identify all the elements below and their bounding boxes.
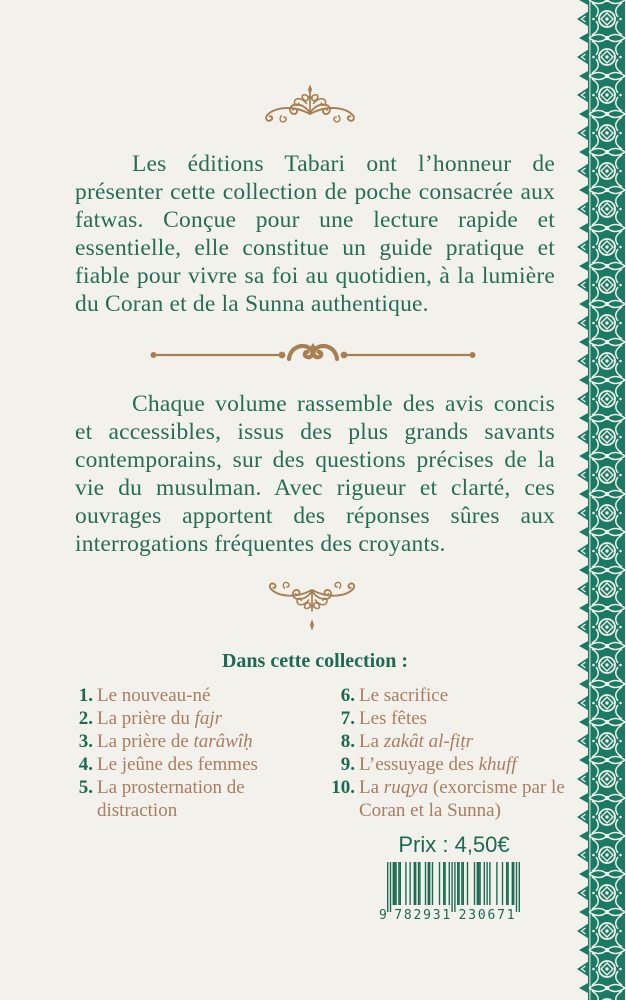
collection-list-right	[330, 684, 570, 822]
collection-heading: Dans cette collection :	[221, 650, 409, 672]
list-item-text: L’essuyage des khuff	[359, 754, 517, 775]
barcode-digits: 9	[379, 908, 387, 922]
list-item-text: La zakât al-fiṭr	[359, 731, 473, 752]
barcode	[379, 862, 529, 922]
list-item-text: Les fêtes	[359, 708, 428, 729]
flourish-top-icon	[258, 82, 362, 132]
list-item-text: La prière de tarâwîḥ	[97, 731, 253, 752]
list-item-number: 1.	[78, 685, 93, 706]
barcode-digits: 230671	[458, 908, 515, 922]
list-item-number: 6.	[340, 685, 355, 706]
list-item-text: La prière du fajr	[97, 708, 223, 729]
list-item-number: 5.	[78, 777, 93, 798]
list-item	[330, 776, 570, 822]
list-item	[330, 707, 570, 730]
price-label: Prix : 4,50€	[398, 832, 510, 857]
collection-list-left	[75, 684, 325, 822]
list-item-text: Le nouveau-né	[97, 685, 211, 706]
list-item	[75, 707, 325, 730]
list-item-text: La ruqya (exorcisme par le Coran et la Sunna)	[359, 777, 565, 821]
list-item-number: 2.	[78, 708, 93, 729]
list-item-number: 9.	[340, 754, 355, 775]
list-item	[330, 684, 570, 707]
list-item	[330, 753, 570, 776]
scroll-divider-icon	[148, 336, 478, 368]
list-item	[330, 730, 570, 753]
list-item-number: 7.	[340, 708, 355, 729]
list-item-text: Le sacrifice	[359, 685, 449, 706]
barcode-digits: 782931	[394, 908, 451, 922]
list-item	[75, 730, 325, 753]
list-item-number: 3.	[78, 731, 93, 752]
series-blurb: Chaque volume rassemble des avis concis et accessibles, issus des plus grands savants contemporains, sur des questions précises de la vie du musulman. Avec rigueur et clarté, ces ouvrages apportent des réponses sûres aux interrogations fréquentes des croyants.	[75, 391, 555, 557]
list-item-text: La prosternation de distraction	[97, 777, 245, 821]
publisher-blurb: Les éditions Tabari ont l’honneur de présenter cette collection de poche consacrée aux fatwas. Conçue pour une lecture rapide et essentielle, elle constitue un guide pratique et fiable pour vivre sa foi au quotidien, à la lumière du Coran et de la Sunna authentique.	[75, 151, 555, 317]
list-item-number: 4.	[78, 754, 93, 775]
arabesque-border	[575, 0, 626, 1000]
list-item	[75, 684, 325, 707]
list-item	[75, 753, 325, 776]
list-item-number: 10.	[331, 777, 355, 798]
list-item-text: Le jeûne des femmes	[97, 754, 258, 775]
flourish-bottom-icon	[262, 576, 362, 634]
list-item-number: 8.	[340, 731, 355, 752]
list-item	[75, 776, 325, 822]
